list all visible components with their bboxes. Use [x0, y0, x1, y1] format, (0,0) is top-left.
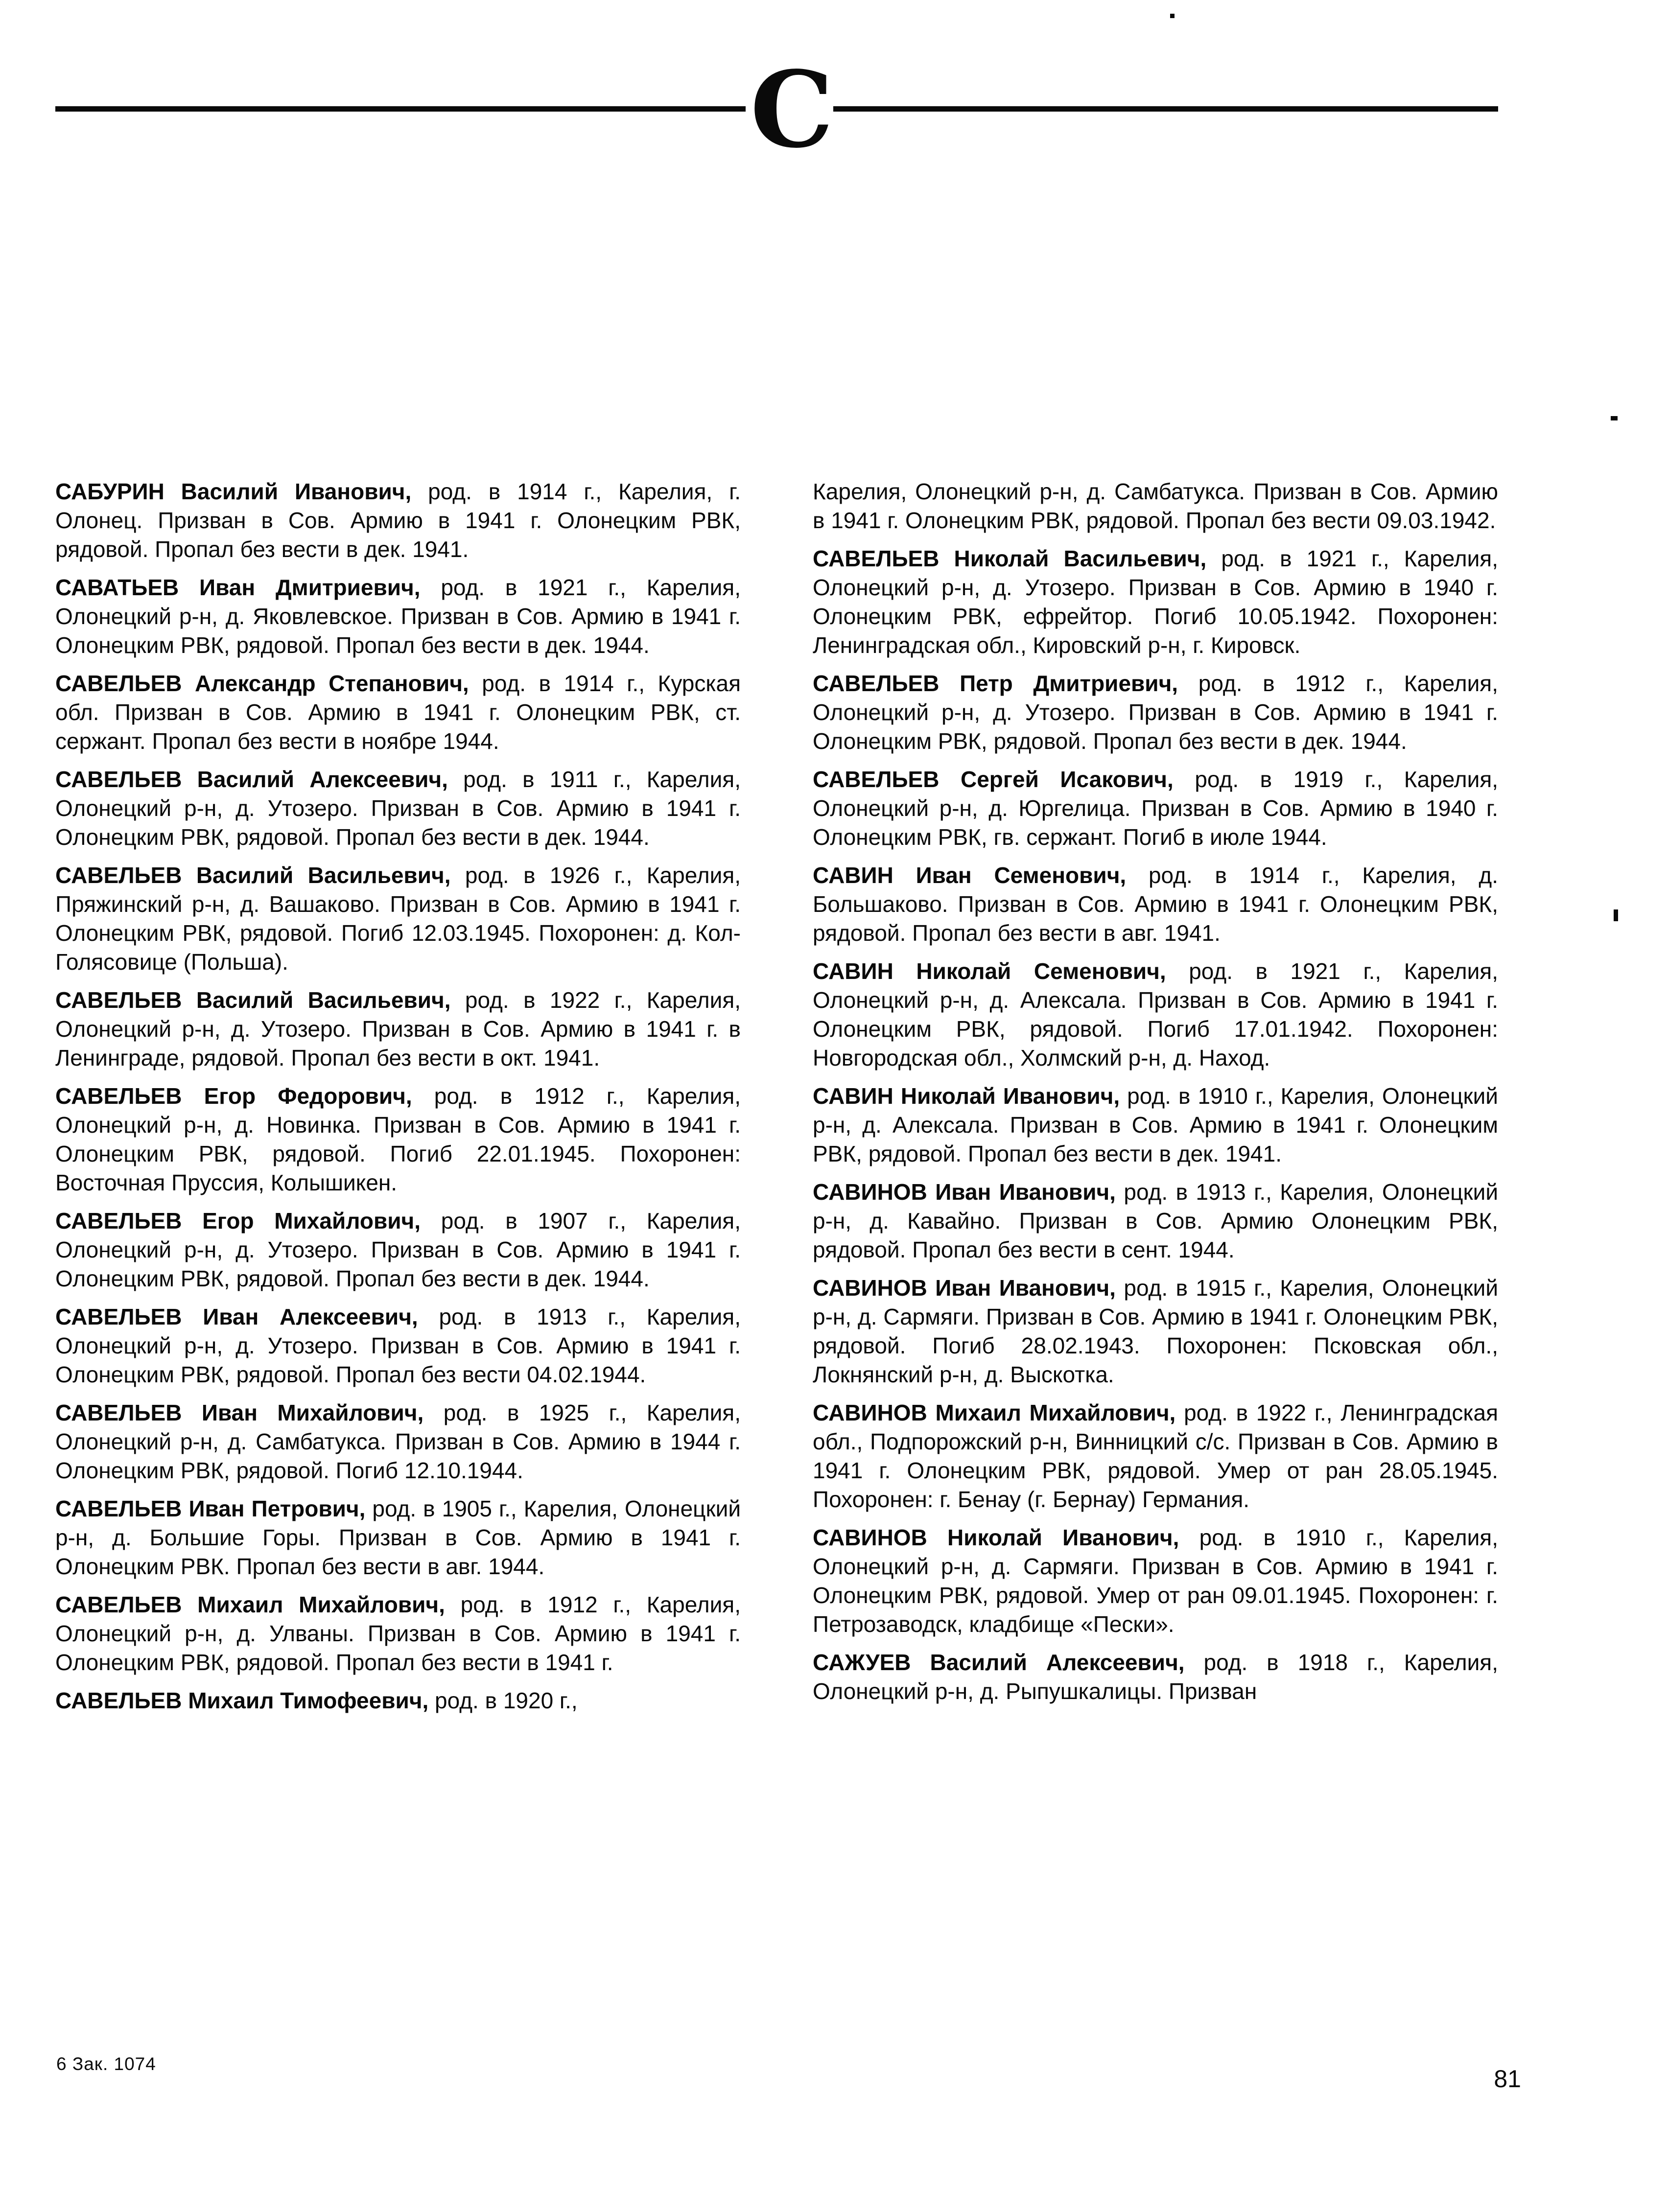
entry-text: род. в 1921 г., Карелия, Олонецкий р-н, д. Утозеро. Призван в Сов. Армию в 1940 г. Олонецким РВК, ефрейтор. Погиб 10.05.1942. Похоронен: Ленинградская обл., Кировский р-н, г. Кировск. — [813, 546, 1498, 658]
print-run-note: 6 Зак. 1074 — [56, 2054, 156, 2074]
memorial-entry — [813, 765, 1498, 852]
memorial-entry — [55, 1207, 741, 1293]
entry-name: САВЕЛЬЕВ Василий Васильевич, — [55, 862, 451, 888]
scan-artifact — [1611, 416, 1618, 420]
entry-name: САВЕЛЬЕВ Александр Степанович, — [55, 671, 469, 696]
entry-text: род. в 1914 г., Карелия, д. Большаково. Призван в Сов. Армию в 1941 г. Олонецким РВК, рядовой. Пропал без вести в авг. 1941. — [813, 862, 1498, 946]
right-column — [813, 477, 1498, 1715]
entry-text: род. в 1926 г., Карелия, Пряжинский р-н, д. Вашаково. Призван в Сов. Армию в 1941 г. Олонецким РВК, рядовой. Погиб 12.03.1945. Похоронен: д. Кол-Голясовице (Польша). — [55, 862, 741, 975]
entry-name: САВЕЛЬЕВ Сергей Исакович, — [813, 767, 1174, 792]
left-column — [55, 477, 741, 1724]
entry-name: САВЕЛЬЕВ Михаил Тимофеевич, — [55, 1688, 429, 1713]
entry-text: род. в 1918 г., Карелия, Олонецкий р-н, д. Рыпушкалицы. Призван — [813, 1650, 1498, 1704]
entry-name: САВЕЛЬЕВ Иван Михайлович, — [55, 1400, 424, 1425]
memorial-entry — [55, 986, 741, 1072]
entry-name: САВЕЛЬЕВ Егор Федорович, — [55, 1083, 412, 1109]
entry-name: САВАТЬЕВ Иван Дмитриевич, — [55, 575, 421, 600]
memorial-entry — [813, 669, 1498, 756]
memorial-entry — [813, 1082, 1498, 1168]
memorial-entry — [55, 1590, 741, 1677]
entry-text: род. в 1920 г., — [435, 1688, 578, 1713]
memorial-entry — [55, 1494, 741, 1581]
memorial-entry — [55, 573, 741, 660]
entry-text: род. в 1911 г., Карелия, Олонецкий р-н, д. Утозеро. Призван в Сов. Армию в 1941 г. Олонецким РВК, рядовой. Пропал без вести в дек. 1944. — [55, 767, 741, 850]
entry-name: САВИН Николай Семенович, — [813, 958, 1166, 984]
memorial-entry — [813, 1178, 1498, 1264]
entry-name: САВЕЛЬЕВ Иван Петрович, — [55, 1496, 366, 1521]
memorial-entry — [55, 861, 741, 977]
scan-artifact — [1614, 909, 1618, 921]
entry-text: род. в 1912 г., Карелия, Олонецкий р-н, д. Улваны. Призван в Сов. Армию в 1941 г. Олонецким РВК, рядовой. Пропал без вести в 1941 г. — [55, 1592, 741, 1675]
entry-name: САВИНОВ Иван Иванович, — [813, 1179, 1116, 1205]
entry-text: род. в 1915 г., Карелия, Олонецкий р-н, д. Сармяги. Призван в Сов. Армию в 1941 г. Олонецким РВК, рядовой. Погиб 28.02.1943. Похоронен: Псковская обл., Локнянский р-н, д. Выскотка. — [813, 1275, 1499, 1387]
entry-name: САВЕЛЬЕВ Петр Дмитриевич, — [813, 671, 1178, 696]
memorial-entry — [813, 957, 1498, 1072]
memorial-entry — [55, 669, 741, 756]
entry-text: род. в 1925 г., Карелия, Олонецкий р-н, д. Самбатукса. Призван в Сов. Армию в 1944 г. Олонецким РВК, рядовой. Погиб 12.10.1944. — [55, 1400, 741, 1483]
memorial-entry — [55, 1082, 741, 1197]
entry-text: род. в 1912 г., Карелия, Олонецкий р-н, д. Утозеро. Призван в Сов. Армию в 1941 г. Олонецким РВК, рядовой. Пропал без вести в дек. 1944. — [813, 671, 1498, 754]
memorial-entry — [55, 1398, 741, 1485]
entry-text: род. в 1907 г., Карелия, Олонецкий р-н, д. Утозеро. Призван в Сов. Армию в 1941 г. Олонецким РВК, рядовой. Пропал без вести в дек. 1944. — [55, 1208, 741, 1291]
scan-artifact — [1170, 14, 1175, 18]
entry-name: САВИНОВ Николай Иванович, — [813, 1525, 1179, 1550]
header-rule-right — [833, 106, 1498, 112]
section-letter: С — [750, 48, 832, 171]
entry-text: род. в 1913 г., Карелия, Олонецкий р-н, д. Кавайно. Призван в Сов. Армию Олонецким РВК, рядовой. Пропал без вести в сент. 1944. — [813, 1179, 1499, 1262]
entry-name: САВЕЛЬЕВ Василий Васильевич, — [55, 987, 451, 1013]
memorial-entry — [813, 544, 1498, 660]
entry-text: род. в 1913 г., Карелия, Олонецкий р-н, д. Утозеро. Призван в Сов. Армию в 1941 г. Олонецким РВК, рядовой. Пропал без вести 04.02.1944. — [55, 1304, 741, 1387]
memorial-entry — [55, 765, 741, 852]
memorial-entry — [813, 1398, 1498, 1514]
entry-text: род. в 1921 г., Карелия, Олонецкий р-н, д. Яковлевское. Призван в Сов. Армию в 1941 г. Олонецким РВК, рядовой. Пропал без вести в дек. 1944. — [55, 575, 741, 658]
entry-name: САВЕЛЬЕВ Василий Алексеевич, — [55, 767, 448, 792]
entry-text: род. в 1919 г., Карелия, Олонецкий р-н, д. Юргелица. Призван в Сов. Армию в 1940 г. Олонецким РВК, гв. сержант. Погиб в июле 1944. — [813, 767, 1499, 850]
entry-text: род. в 1922 г., Ленинградская обл., Подпорожский р-н, Винницкий с/с. Призван в Сов. Армию в 1941 г. Олонецким РВК, рядовой. Умер от ран 28.05.1945. Похоронен: г. Бенау (г. Бернау) Германия. — [813, 1400, 1499, 1512]
entry-name: САВИН Иван Семенович, — [813, 862, 1127, 888]
memorial-entry — [55, 1303, 741, 1389]
entry-name: САВИНОВ Михаил Михайлович, — [813, 1400, 1176, 1425]
entry-text: род. в 1910 г., Карелия, Олонецкий р-н, д. Сармяги. Призван в Сов. Армию в 1941 г. Олонецким РВК, рядовой. Умер от ран 09.01.1945. Похоронен: г. Петрозаводск, кладбище «Пески». — [813, 1525, 1498, 1637]
memorial-entry — [813, 477, 1498, 535]
entry-text: род. в 1922 г., Карелия, Олонецкий р-н, д. Утозеро. Призван в Сов. Армию в 1941 г. в Ленинграде, рядовой. Пропал без вести в окт. 1941. — [55, 987, 741, 1071]
entry-text: Карелия, Олонецкий р-н, д. Самбатукса. Призван в Сов. Армию в 1941 г. Олонецким РВК, рядовой. Пропал без вести 09.03.1942. — [813, 479, 1498, 533]
entry-text: род. в 1912 г., Карелия, Олонецкий р-н, д. Новинка. Призван в Сов. Армию в 1941 г. Олонецким РВК, рядовой. Погиб 22.01.1945. Похоронен: Восточная Пруссия, Колышикен. — [55, 1083, 741, 1195]
page-number: 81 — [1494, 2065, 1521, 2093]
entry-text: род. в 1910 г., Карелия, Олонецкий р-н, д. Алексала. Призван в Сов. Армию в 1941 г. Олонецким РВК, рядовой. Пропал без вести в дек. 1941. — [813, 1083, 1499, 1166]
memorial-entry — [813, 1523, 1498, 1639]
entry-text: род. в 1905 г., Карелия, Олонецкий р-н, д. Большие Горы. Призван в Сов. Армию в 1941 г. Олонецким РВК. Пропал без вести в авг. 1944. — [55, 1496, 741, 1579]
entry-name: САВЕЛЬЕВ Егор Михайлович, — [55, 1208, 421, 1234]
entry-text: род. в 1921 г., Карелия, Олонецкий р-н, д. Алексала. Призван в Сов. Армию в 1941 г. Олонецким РВК, рядовой. Погиб 17.01.1942. Похоронен: Новгородская обл., Холмский р-н, д. Наход. — [813, 958, 1498, 1071]
entry-name: САВЕЛЬЕВ Николай Васильевич, — [813, 546, 1207, 571]
memorial-entry — [55, 477, 741, 564]
header-rule-left — [55, 106, 746, 112]
entry-name: САВЕЛЬЕВ Михаил Михайлович, — [55, 1592, 445, 1617]
entry-name: САВЕЛЬЕВ Иван Алексеевич, — [55, 1304, 418, 1329]
entry-name: САЖУЕВ Василий Алексеевич, — [813, 1650, 1185, 1675]
memorial-entry — [55, 1686, 741, 1715]
entry-name: САБУРИН Василий Иванович, — [55, 479, 412, 504]
entry-name: САВИНОВ Иван Иванович, — [813, 1275, 1116, 1301]
entry-text: род. в 1914 г., Карелия, г. Олонец. Призван в Сов. Армию в 1941 г. Олонецким РВК, рядовой. Пропал без вести в дек. 1941. — [55, 479, 741, 562]
entry-text: род. в 1914 г., Курская обл. Призван в Сов. Армию в 1941 г. Олонецким РВК, ст. сержант. Пропал без вести в ноябре 1944. — [55, 671, 741, 754]
entry-name: САВИН Николай Иванович, — [813, 1083, 1120, 1109]
memorial-entry — [813, 1648, 1498, 1706]
memorial-entry — [813, 861, 1498, 948]
memorial-entry — [813, 1274, 1498, 1389]
